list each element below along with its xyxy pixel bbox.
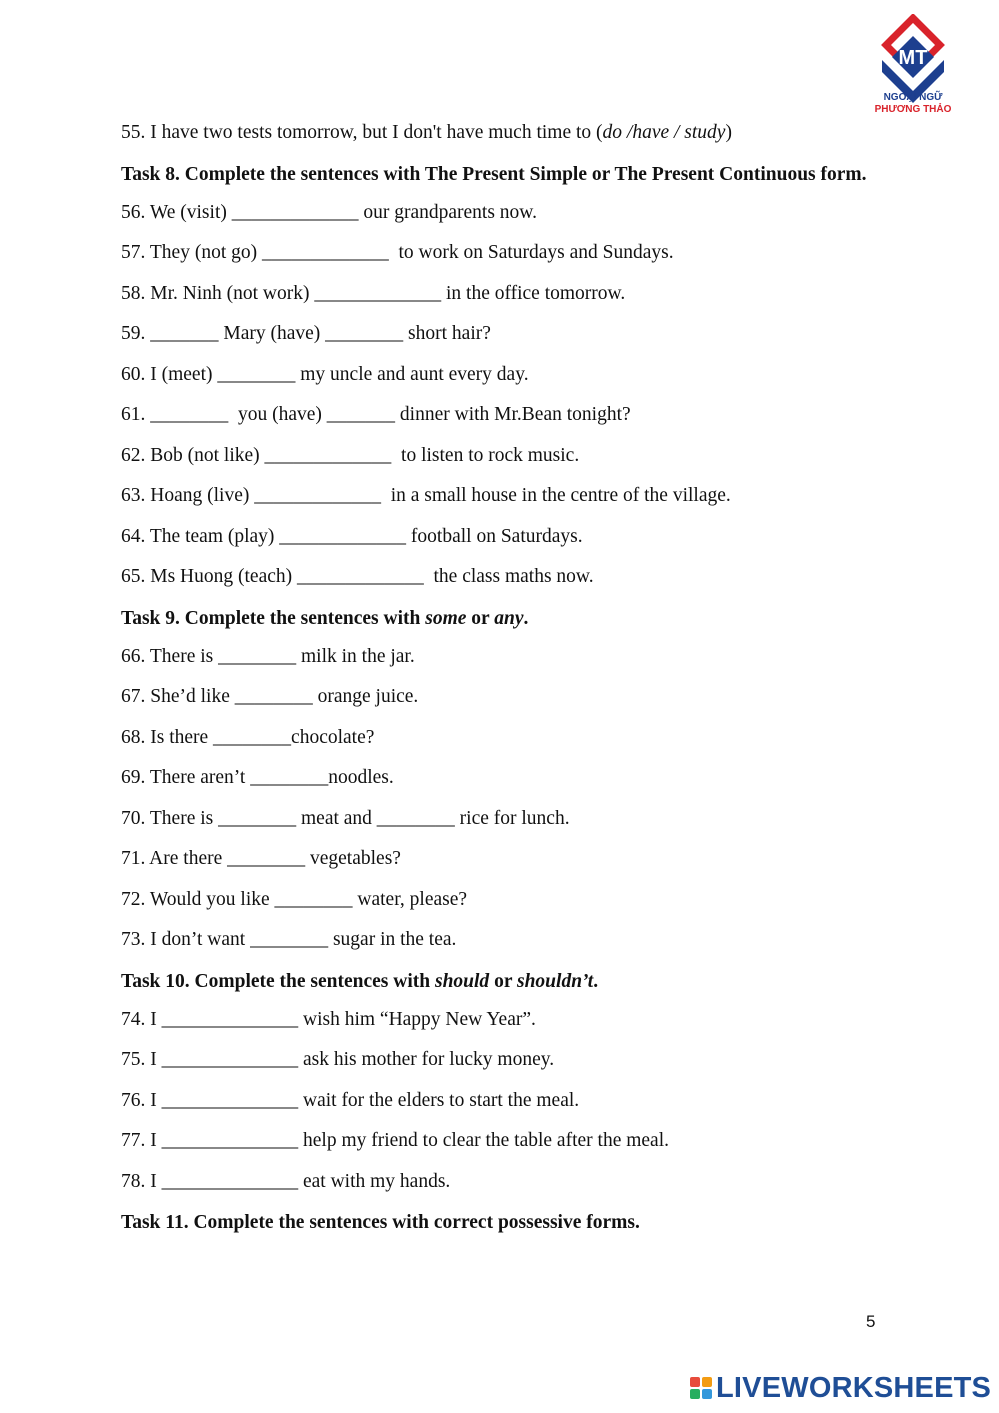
exercise-68: 68. Is there ________chocolate? <box>121 726 375 748</box>
exercise-62: 62. Bob (not like) _____________ to listen to rock music. <box>121 444 580 466</box>
task-11-heading: Task 11. Complete the sentences with correct possessive forms. <box>121 1212 640 1233</box>
exercise-57: 57. They (not go) _____________ to work on Saturdays and Sundays. <box>121 242 674 263</box>
exercise-61: 61. ________ you (have) _______ dinner with Mr.Bean tonight? <box>121 404 631 425</box>
exercise-76: 76. I ______________ wait for the elders to start the meal. <box>121 1089 580 1111</box>
exercise-75: 75. I ______________ ask his mother for lucky money. <box>121 1049 555 1070</box>
page-number: 5 <box>866 1312 876 1331</box>
exercise-65: 65. Ms Huong (teach) _____________ the class maths now. <box>121 566 594 587</box>
exercise-56: 56. We (visit) _____________ our grandparents now. <box>121 201 537 223</box>
badge-tile-e <box>702 1389 712 1399</box>
exercise-63: 63. Hoang (live) _____________ in a small house in the centre of the village. <box>121 485 731 506</box>
badge-tile-v <box>690 1389 700 1399</box>
exercise-73: 73. I don’t want ________ sugar in the tea. <box>121 929 457 950</box>
exercise-66: 66. There is ________ milk in the jar. <box>121 645 415 667</box>
exercise-78: 78. I ______________ eat with my hands. <box>121 1170 451 1192</box>
task-9-heading: Task 9. Complete the sentences with some or any. <box>121 607 529 629</box>
worksheet-content <box>121 120 881 1248</box>
exercise-60: 60. I (meet) ________ my uncle and aunt every day. <box>121 363 529 385</box>
exercise-58: 58. Mr. Ninh (not work) _____________ in the office tomorrow. <box>121 282 626 304</box>
exercise-71: 71. Are there ________ vegetables? <box>121 848 401 869</box>
logo-text-line1: NGOẠI NGỮ <box>883 92 943 103</box>
task-10-heading: Task 10. Complete the sentences with should or shouldn’t. <box>121 970 599 992</box>
exercise-72: 72. Would you like ________ water, please? <box>121 888 468 910</box>
logo-text-line2: PHƯƠNG THẢO <box>874 104 952 115</box>
exercise-55: 55. I have two tests tomorrow, but I don't have much time to (do /have / study) <box>121 122 732 143</box>
exercise-70: 70. There is ________ meat and ________ rice for lunch. <box>121 807 570 829</box>
liveworksheets-badge-icon <box>690 1377 712 1399</box>
exercise-69: 69. There aren’t ________noodles. <box>121 767 394 788</box>
logo-monogram: MT <box>898 47 928 69</box>
exercise-59: 59. _______ Mary (have) ________ short hair? <box>121 323 491 344</box>
liveworksheets-wordmark: LIVEWORKSHEETS <box>716 1371 992 1404</box>
badge-tile-l <box>690 1377 700 1387</box>
liveworksheets-brand[interactable] <box>690 1372 991 1404</box>
exercise-74: 74. I ______________ wish him “Happy New Year”. <box>121 1008 536 1030</box>
badge-tile-i <box>702 1377 712 1387</box>
exercise-77: 77. I ______________ help my friend to clear the table after the meal. <box>121 1130 669 1151</box>
task-8-heading: Task 8. Complete the sentences with The Present Simple or The Present Continuous form. <box>121 163 867 185</box>
exercise-64: 64. The team (play) _____________ football on Saturdays. <box>121 525 583 547</box>
exercise-67: 67. She’d like ________ orange juice. <box>121 686 419 707</box>
